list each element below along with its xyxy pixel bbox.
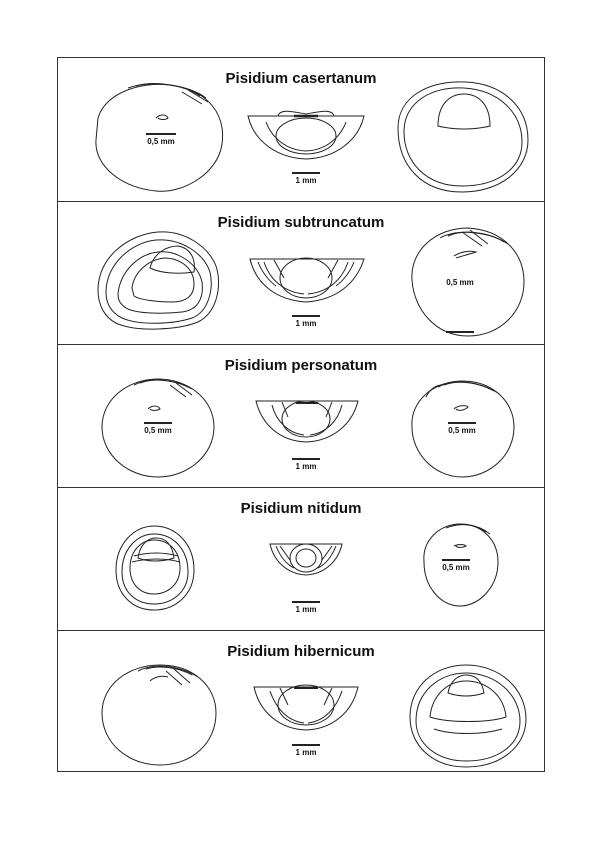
shell-left-view: [116, 526, 194, 610]
scale-label: 1 mm: [295, 605, 317, 614]
species-title: Pisidium hibernicum: [227, 643, 375, 660]
shell-center-view: [250, 258, 364, 302]
scale-label: 0,5 mm: [448, 426, 476, 435]
scale-label: 1 mm: [295, 176, 317, 185]
species-title: Pisidium subtruncatum: [217, 214, 385, 231]
shell-center-view: [248, 111, 364, 159]
species-title: Pisidium personatum: [224, 357, 378, 374]
shell-left-view: [102, 665, 216, 765]
species-panel-1: [58, 58, 544, 201]
scale-label: 1 mm: [295, 462, 317, 471]
scale-label: 0,5 mm: [144, 426, 172, 435]
shell-right-view: [410, 665, 526, 767]
species-panel-4: [58, 487, 544, 630]
species-title: Pisidium casertanum: [225, 70, 377, 87]
species-panel-2: [58, 201, 544, 344]
shell-right-view: [398, 82, 528, 192]
scale-label: 1 mm: [295, 748, 317, 757]
species-panel-3: [58, 344, 544, 487]
identification-plate: [57, 57, 545, 772]
scale-label: 1 mm: [295, 319, 317, 328]
shell-left-view: [98, 232, 219, 329]
shell-center-view: [270, 544, 342, 575]
shell-center-view: [254, 685, 358, 730]
shell-center-view: [256, 401, 358, 442]
species-title: Pisidium nitidum: [240, 500, 362, 517]
scale-label: 0,5 mm: [442, 563, 470, 572]
species-panel-5: [58, 630, 544, 773]
scale-label: 0,5 mm: [147, 137, 175, 146]
scale-label: 0,5 mm: [446, 278, 474, 287]
